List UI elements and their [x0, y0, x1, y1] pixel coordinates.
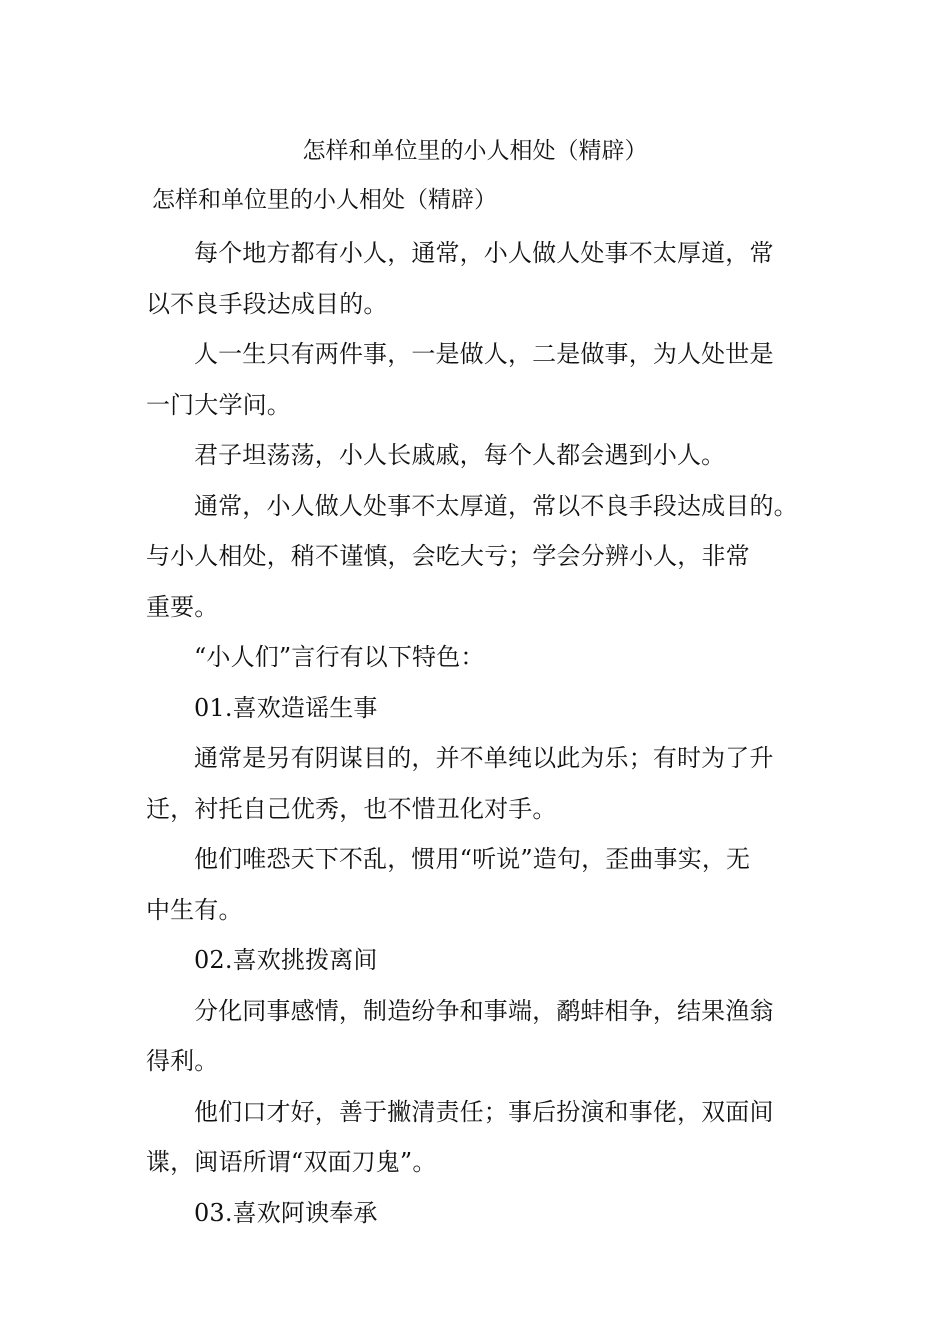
- body-paragraph: [146, 733, 806, 834]
- paragraph-line: 以不良手段达成目的。: [146, 289, 388, 318]
- document-subtitle: 怎样和单位里的小人相处（精辟）: [152, 187, 497, 213]
- paragraph-line: 01.喜欢造谣生事: [194, 693, 378, 722]
- paragraph-line: 得利。: [146, 1047, 219, 1075]
- body-paragraph: [146, 430, 806, 481]
- paragraph-line: 与小人相处，稍不谨慎，会吃大亏；学会分辨小人，非常: [146, 542, 750, 570]
- paragraph-line: “小人们”言行有以下特色：: [194, 643, 485, 671]
- body-paragraph: [146, 329, 806, 430]
- paragraph-line: 02.喜欢挑拨离间: [194, 946, 378, 974]
- paragraph-line: 每个地方都有小人，通常，小人做人处事不太厚道，常: [194, 239, 774, 267]
- body-paragraph: [146, 481, 806, 633]
- body-paragraph: [146, 683, 806, 734]
- body-paragraph: [146, 986, 806, 1087]
- paragraph-line: 他们口才好，善于撇清责任；事后扮演和事佬，双面间: [194, 1097, 774, 1126]
- body-paragraph: [146, 834, 806, 935]
- document-body: [146, 228, 806, 1238]
- body-paragraph: [146, 632, 806, 683]
- document-title: 怎样和单位里的小人相处（精辟）: [302, 138, 648, 164]
- paragraph-line: 通常，小人做人处事不太厚道，常以不良手段达成目的。: [194, 491, 798, 520]
- body-paragraph: [146, 228, 806, 329]
- paragraph-line: 他们唯恐天下不乱，惯用“听说”造句，歪曲事实，无: [194, 845, 751, 873]
- paragraph-line: 重要。: [146, 592, 219, 621]
- paragraph-line: 03.喜欢阿谀奉承: [194, 1198, 378, 1227]
- paragraph-line: 君子坦荡荡，小人长戚戚，每个人都会遇到小人。: [194, 441, 726, 469]
- paragraph-line: 分化同事感情，制造纷争和事端，鹬蚌相争，结果渔翁: [194, 996, 774, 1025]
- paragraph-line: 通常是另有阴谋目的，并不单纯以此为乐；有时为了升: [194, 744, 774, 772]
- body-paragraph: [146, 1087, 806, 1188]
- paragraph-line: 谍，闽语所谓“双面刀鬼”。: [146, 1148, 437, 1176]
- paragraph-line: 中生有。: [146, 895, 243, 924]
- body-paragraph: [146, 935, 806, 986]
- paragraph-line: 迁，衬托自己优秀，也不惜丑化对手。: [146, 794, 557, 823]
- paragraph-line: 人一生只有两件事，一是做人，二是做事，为人处世是: [194, 340, 774, 368]
- paragraph-line: 一门大学问。: [146, 390, 291, 419]
- body-paragraph: [146, 1188, 806, 1239]
